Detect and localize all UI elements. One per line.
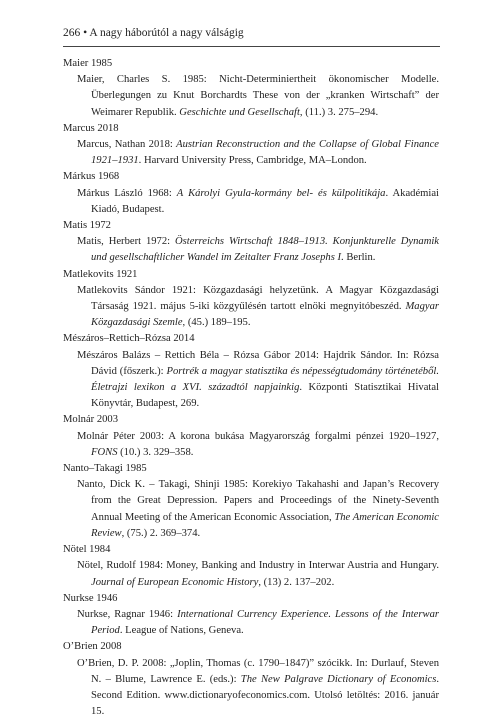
reference-title-italic: The American Economic Review	[91, 511, 439, 539]
reference-key: Maier 1985	[63, 58, 113, 69]
reference-key: Marcus 2018	[63, 122, 119, 134]
reference-title-italic: Journal of European Economic History	[91, 576, 259, 588]
header-bullet: •	[83, 27, 88, 39]
reference-entry	[77, 348, 439, 413]
reference-text: . Second Edition. www.dictionaryofeconomics.com. Utolsó letöltés: 2016. január 15.	[91, 673, 440, 718]
reference-list	[63, 56, 439, 720]
reference-entry	[77, 72, 439, 121]
reference-entry	[77, 429, 439, 461]
reference-text: . League of Nations, Geneva.	[119, 625, 244, 637]
reference-text: Márkus László 1968:	[77, 187, 177, 199]
reference-text: . Akadémiai Kiadó, Budapest.	[91, 187, 439, 215]
reference-entry	[77, 137, 439, 169]
reference-text: , (75.) 2. 369–374.	[121, 527, 201, 539]
reference-text: O’Brien, D. P. 2008: „Joplin, Thomas (c. 1790–1847)” szócikk. In: Durlauf, Steven N. – Blume, Lawrence E. (eds.):	[77, 657, 439, 685]
reference-text: . Központi Statisztikai Hivatal Könyvtár, Budapest, 269.	[91, 382, 439, 410]
reference-entry	[77, 477, 439, 542]
reference-title-italic: Österreichs Wirtschaft 1848–1913. Konjunkturelle Dynamik und gesellschaftlicher Wandel im Zeitalter Franz Josephs I	[91, 236, 439, 264]
reference-key: Nötel 1984	[63, 544, 111, 556]
reference-key: Nanto–Takagi 1985	[63, 463, 147, 475]
reference-key: Matlekovits 1921	[63, 268, 138, 280]
reference-title-italic: FONS	[91, 446, 118, 458]
reference-title-italic: Portrék a magyar statisztika és népességtudomány történetéből. Életrajzi lexikon a XVI. századtól napjainkig	[91, 365, 439, 394]
header-rule	[63, 46, 440, 47]
reference-entry	[77, 607, 439, 639]
reference-text: Nanto, Dick K. – Takagi, Shinji 1985: Korekiyo Takahashi and Japan’s Recovery from the Great Depression. Papers and Proceedings of the Ninety-Seventh Annual Meeting of the American Economic Association,	[77, 479, 439, 523]
reference-title-italic: A Károlyi Gyula-kormány bel- és külpolitikája	[176, 187, 386, 199]
reference-entry	[77, 283, 439, 332]
reference-entry	[77, 656, 439, 720]
reference-text: Mészáros Balázs – Rettich Béla – Rózsa Gábor 2014: Hajdrik Sándor. In: Rózsa Dávid (főszerk.):	[77, 349, 439, 377]
reference-title-italic: The New Palgrave Dictionary of Economics	[240, 673, 437, 685]
reference-text: , (11.) 3. 275–294.	[299, 106, 379, 118]
reference-text: (10.) 3. 329–358.	[117, 446, 194, 458]
reference-text: , (13) 2. 137–202.	[258, 576, 335, 588]
reference-text: Maier, Charles S. 1985: Nicht-Determiniertheit ökonomischer Modelle. Überlegungen zu Knut Borchardts These von der „kranken Wirtschaft” der Weimarer Republik.	[77, 74, 439, 118]
reference-text: Nötel, Rudolf 1984: Money, Banking and Industry in Interwar Austria and Hungary.	[77, 560, 439, 572]
reference-key: Márkus 1968	[63, 171, 120, 183]
reference-text: . Berlin.	[341, 252, 376, 264]
reference-title-italic: Austrian Reconstruction and the Collapse of Global Finance 1921–1931	[91, 139, 440, 167]
reference-entry	[77, 186, 439, 218]
reference-text: Matlekovits Sándor 1921: Közgazdasági helyzetünk. A Magyar Közgazdasági Társaság 1921. május 5-iki közgyűlésén tartott elnöki megnyitóbeszéd.	[77, 284, 439, 313]
reference-key: Matis 1972	[63, 220, 111, 232]
reference-text: Nurkse, Ragnar 1946:	[77, 608, 178, 620]
reference-key: Mészáros–Rettich–Rózsa 2014	[63, 333, 195, 345]
reference-text: Molnár Péter 2003: A korona bukása Magyarország forgalmi pénzei 1920–1927,	[77, 430, 439, 442]
reference-text: . Harvard University Press, Cambridge, MA–London.	[138, 155, 367, 167]
reference-key: Molnár 2003	[63, 414, 119, 426]
reference-entry	[77, 558, 439, 590]
reference-title-italic: Magyar Közgazdasági Szemle	[91, 301, 439, 329]
reference-key: O’Brien 2008	[63, 641, 122, 653]
reference-text: Marcus, Nathan 2018:	[77, 139, 177, 151]
page-number: 266	[63, 27, 81, 39]
reference-text: Matis, Herbert 1972:	[77, 236, 176, 248]
running-header	[63, 27, 438, 39]
running-title: A nagy háborútól a nagy válságig	[89, 27, 244, 39]
reference-entry	[77, 234, 439, 266]
reference-title-italic: International Currency Experience. Lessons of the Interwar Period	[91, 608, 439, 637]
reference-text: , (45.) 189–195.	[182, 317, 251, 329]
reference-key: Nurkse 1946	[63, 592, 118, 604]
reference-title-italic: Geschichte und Gesellschaft	[179, 106, 300, 118]
